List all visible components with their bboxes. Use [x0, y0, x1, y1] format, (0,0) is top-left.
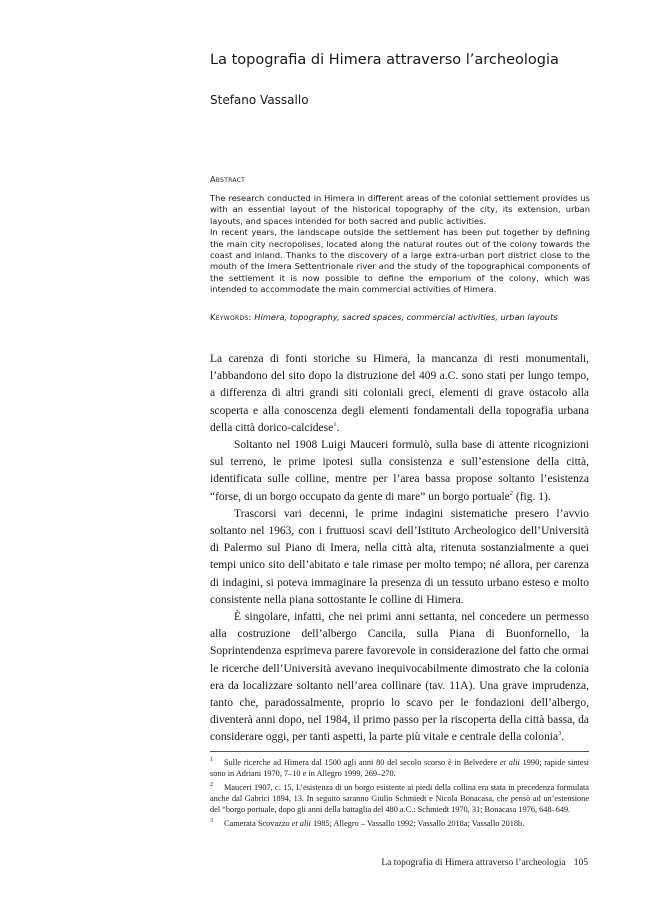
footnote: 3 Camerata Scovazzo et alii 1985; Allegro – Vassallo 1992; Vassallo 2018a; Vassallo 2018b.	[210, 817, 525, 828]
footnote-italic: et alii	[500, 758, 520, 767]
article-title: La topografia di Himera attraverso l’archeologia	[210, 52, 559, 68]
body-paragraph	[210, 351, 589, 437]
keywords-values: Himera, topography, sacred spaces, commercial activities, urban layouts	[254, 312, 558, 322]
abstract-heading: Abstract	[210, 175, 246, 184]
paragraph-text: .	[336, 421, 340, 434]
body-text	[210, 351, 589, 747]
body-paragraph	[210, 609, 589, 747]
body-paragraph	[210, 437, 589, 506]
footnote-divider	[210, 751, 589, 752]
running-title: La topografia di Himera attraverso l’archeologia	[381, 858, 566, 868]
footnote-ref[interactable]: 1	[333, 420, 337, 428]
abstract	[210, 193, 590, 296]
footnote-ref[interactable]: 2	[509, 489, 514, 497]
footnote-ref[interactable]: 3	[558, 730, 562, 738]
page-number: 105	[573, 858, 588, 868]
paragraph-text: La carenza di fonti storiche su Himera, la mancanza di resti monumentali, l’abbandono del sito dopo la distruzione del 409 a.C. sono stati per lungo tempo, a differenza di altri grandi siti coloniali greci, elementi di grave ostacolo alla scoperta e alla conoscenza degli elementi fondamentali della topografia urbana della città dorico-calcidese	[210, 353, 589, 434]
footnotes	[210, 758, 589, 832]
footnote: 2 Mauceri 1907, c. 15, L’esistenza di un borgo esistente ai piedi della collina era stata in precedenza formulata anche dal Gabrici 1894, 13. In seguito saranno Giulio Schmiedt e Nicola Bonacasa, che pensò ad un’estensione del “borgo portuale, dopo gli anni della battaglia del 480 a.C.: Schmiedt 1970, 31; Bonacasa 1976, 648–649.	[210, 782, 589, 814]
paragraph-text: (fig. 1).	[513, 490, 551, 503]
footnote-text: Camerata Scovazzo	[224, 818, 292, 828]
footnote-text: Sulle ricerche ad Himera dal 1500 agli anni 80 del secolo scorso è in Belvedere	[224, 758, 501, 767]
footnote-text: 1990; rapide sintesi sono in Adriani 1970, 7–10 e in Allegro 1999, 269–270.	[210, 758, 589, 778]
footnote-text: 1985; Allegro – Vassallo 1992; Vassallo 2018a; Vassallo 2018b.	[310, 818, 525, 828]
body-paragraph: Trascorsi vari decenni, le prime indagini sistematiche presero l’avvio soltanto nel 1963, con i fruttuosi scavi dell’Istituto Archeologico dell’Università di Palermo sul Piano di Imera, nella città alta, ritenuta sostanzialmente a quei tempi unico sito dell’abitato e tale rimase per molto tempo; né allora, per carenza di indagini, si poteva immaginare la presenza di un tessuto urbano esteso e molto consistente nella piana sottostante le colline di Himera.	[210, 507, 589, 606]
paragraph-text: .	[561, 731, 565, 744]
author-name: Stefano Vassallo	[210, 93, 309, 107]
footnote-italic: et alii	[291, 818, 311, 828]
footnote: 1 Sulle ricerche ad Himera dal 1500 agli anni 80 del secolo scorso è in Belvedere et alii 1990; rapide sintesi sono in Adriani 1970, 7–10 e in Allegro 1999, 269–270.	[210, 757, 589, 778]
keywords	[210, 312, 590, 322]
running-footer	[381, 858, 588, 868]
abstract-paragraph: The research conducted in Himera in different areas of the colonial settlement provides us with an essential layout of the historical topography of the city, its extension, urban layouts, and spaces intended for both sacred and public activities.	[210, 193, 590, 226]
abstract-paragraph: In recent years, the landscape outside the settlement has been put together by defining the main city necropolises, located along the natural routes out of the colony towards the coast and inland. Thanks to the discovery of a large extra-urban port district close to the mouth of the Imera Settentrionale river and the study of the topographical components of the settlement it is now possible to define the emporium of the colony, which was intended to accommodate the main commercial activities of Himera.	[210, 227, 590, 295]
keywords-label: Keywords:	[210, 312, 252, 322]
paragraph-text: È singolare, infatti, che nei primi anni settanta, nel concedere un permesso alla costruzione dell’albergo Cancila, sulla Piana di Buonfornello, la Soprintendenza esprimeva parere favorevole in considerazione del fatto che ormai le ricerche dell’Università avevano inequivocabilmente dimostrato che la colonia era da localizzare soltanto nell’area collinare (tav. 11A). Una grave imprudenza, tanto che, paradossalmente, proprio lo scavo per le fondazioni dell’albergo, diventerà anni dopo, nel 1984, il primo passo per la riscoperta della città bassa, da considerare oggi, per tanti aspetti, la parte più vitale e centrale della colonia	[210, 611, 589, 744]
footnote-text: Mauceri 1907, c. 15, L’esistenza di un borgo esistente ai piedi della collina era stata in precedenza formulata anche dal Gabrici 1894, 13. In seguito saranno Giulio Schmiedt e Nicola Bonacasa, che pensò ad un’estensione del “borgo portuale, dopo gli anni della battaglia del 480 a.C.: Schmiedt 1970, 31; Bonacasa 1976, 648–649.	[210, 782, 589, 814]
paragraph-text: Soltanto nel 1908 Luigi Mauceri formulò, sulla base di attente ricognizioni sul terreno, le prime ipotesi sulla consistenza e sull’estensione della città, identificata sulle colline, mentre per l’area bassa propose soltanto l’esistenza “forse, di un borgo occupato da gente di mare” un borgo portuale	[210, 439, 589, 503]
